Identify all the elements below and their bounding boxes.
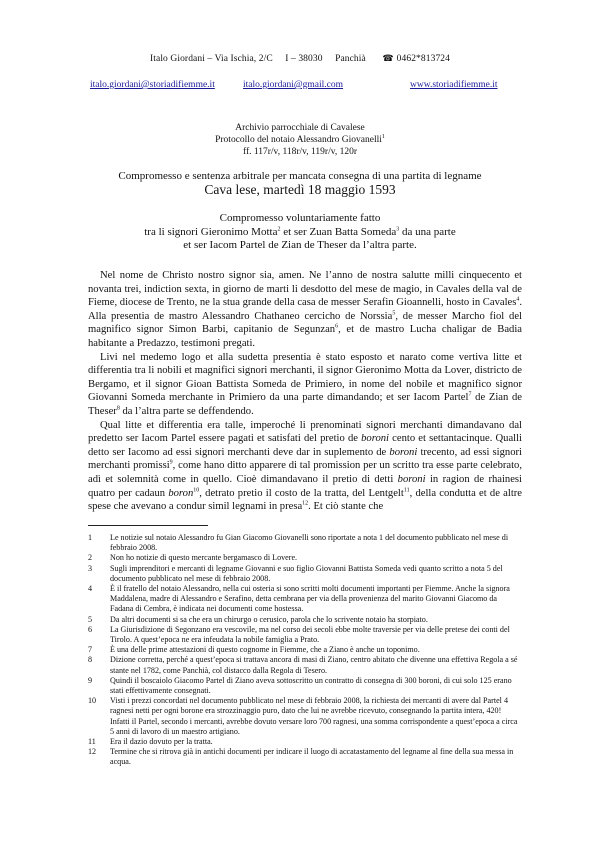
footnote-ref-5[interactable]: 5 — [392, 310, 396, 317]
footnote: 1 Le notizie sul notaio Alessandro fu Gian Giacomo Giovanelli sono riportate a nota 1 del documento pubblicato nel mese di febbraio 2008. — [88, 533, 509, 553]
author-address: Italo Giordani – Via Ischia, 2/C — [150, 54, 273, 64]
phone-number: 0462*813724 — [396, 54, 450, 64]
footnote: 12 Termine che si ritrova già in antichi documenti per indicare il luogo di accatastamento del legname al fine della sua messa in acqua. — [88, 747, 514, 767]
telephone-icon: ☎ — [382, 54, 394, 64]
archive-reference — [0, 122, 600, 158]
footnote-ref-3[interactable]: 3 — [396, 225, 400, 232]
town: Panchià — [335, 54, 366, 64]
subtitle-line-1: Compromesso voluntariamente fatto — [219, 212, 381, 224]
postal-code: I – 38030 — [285, 54, 323, 64]
footnote: 8 Dizione corretta, perché a quest’epoca si trattava ancora di masi di Ziano, centro abitato che divenne una effettiva Regola a sé stante nel 1782, come Panchià, col distacco dalla Regola di Tesero. — [88, 655, 518, 675]
footnote-ref-9[interactable]: 9 — [169, 459, 173, 466]
footnote-divider — [88, 525, 208, 526]
footnote: 7 È una delle prime attestazioni di questo cognome in Fiemme, che a Ziano è anche un toponimo. — [88, 645, 420, 655]
letterhead — [0, 54, 600, 64]
subtitle-line-3: et ser Iacom Partel de Zian de Theser da l’altra parte. — [183, 239, 417, 251]
footnote: 5 Da altri documenti si sa che era un chirurgo o cerusico, parola che lo scrivente notaio ha storpiato. — [88, 614, 428, 624]
subtitle-line-2: tra li signori Gieronimo Motta$^2$ et ser Zuan Batta Someda$^3$ da una parte — [144, 225, 456, 238]
archive-name: Archivio parrocchiale di Cavalese — [235, 123, 365, 133]
footnote-ref-1[interactable]: 1 — [381, 133, 385, 140]
footnote-ref-6[interactable]: 6 — [335, 323, 339, 330]
email-link-storiadifiemme[interactable]: italo.giordani@storiadifiemme.it — [90, 80, 215, 90]
footnote: 11 Era il dazio dovuto per la tratta. — [88, 737, 213, 747]
paragraph-1: Nel nome de Christo nostro signor sia, amen. Ne l’anno de nostra salutte milli cinquecento et novanta trei, indiction sexta, in giorno de marti li desdotto del mese de magio, in Cavales della val de Fieme, diocese de Trento, ne la stua grande della casa de messer Serafin Gioannelli, hosto in Cavales$^4$. Alla presentia de mastro Alessandro Chathaneo cercicho de Norssia$^5$, de messer Marcho fiol del magnifico signor Simon Barbi, capitanio de Segunzan$^6$, et de mastro Lucha chaligar de Badia habitante a Predazzo, testimoni pregati. — [88, 270, 522, 349]
footnote: 10 Visti i prezzi concordati nel documento pubblicato nel mese di febbraio 2008, la richiesta dei mercanti di avere dal Partel 4 ragnesi netti per ogni borone era strozzinaggio puro, dato che lui ne avrebbe ricevuto, consegnando la partita intera, 420! Infatti il Partel, secondo i mercanti, avrebbe dovuto versare loro 700 ragnesi, una somma corrispondente a quest’epoca a circa 5 anni di lavoro di un maestro artigiano. — [88, 696, 518, 736]
footnote-ref-4[interactable]: 4 — [516, 296, 520, 303]
footnote: 9 Quindi il boscaiolo Giacomo Partel di Ziano aveva sottoscritto un contratto di consegna di 300 boroni, di cui solo 125 erano stati effettivamente consegnati. — [88, 675, 512, 696]
paragraph-2: Livi nel medemo logo et alla sudetta presentia è stato esposto et narato come vertiva litte et differentia tra li nobili et magnifici signori merchanti, il signor Gieronimo Motta da Lover, districto de Bergamo, et il signor Gioan Battista Someda de Primiero, in nome del nobile et magnifico signor Giovanni Someda merchante in Primiero da una parte dimandando; et ser Iacom Partel$^7$ de Zian de Theser$^8$ da l’altra parte se deffendendo. — [88, 351, 522, 417]
footnote: 3 Sugli imprenditori e mercanti di legname Giovanni e suo figlio Giovanni Battista Someda vedi quanto scritto a nota 5 del documento pubblicato nel mese di febbraio 2008. — [88, 563, 503, 583]
website-link[interactable]: www.storiadifiemme.it — [410, 80, 498, 90]
title-date: Cava lese, martedì 18 maggio 1593 — [204, 182, 396, 197]
document-title — [0, 170, 600, 196]
folio-reference: ff. 117r/v, 118r/v, 119r/v, 120r — [242, 147, 358, 157]
title-main: Compromesso e sentenza arbitrale per mancata consegna di una partita di legname — [118, 170, 482, 182]
footnote-ref-2[interactable]: 2 — [277, 225, 281, 232]
footnote-ref-12[interactable]: 12 — [302, 500, 309, 507]
body-text — [88, 269, 522, 514]
footnote-ref-8[interactable]: 8 — [116, 405, 120, 412]
footnotes — [88, 533, 522, 768]
footnote: 6 La Giurisdizione di Segonzano era vescovile, ma nel corso dei secoli ebbe molte traversie per via delle pretese dei conti del Tirolo. A quest’epoca ne era infeudata la nobile famiglia a Prato. — [88, 624, 510, 645]
footnote: 2 Non ho notizie di questo mercante bergamasco di Lovere. — [88, 553, 298, 563]
notary-protocol: Protocollo del notaio Alessandro Giovanelli$^1$ — [215, 133, 385, 145]
footnote: 4 È il fratello del notaio Alessandro, nella cui osteria si sono scritti molti documenti importanti per Fiemme. Anche la signora Maddalena, madre di Alessandro e Serafino, detta cembrana per via della provenienza del marito Giovanni Giacomo da Fadana di Cembra, è indicata nei documenti come hostessa. — [88, 584, 510, 614]
paragraph-3: Qual litte et differentia era talle, imperoché li prenominati signori merchanti dimandavano dal predetto ser Iacom Partel essere pagati et satisfati del pretio de boroni cento et settantacinque. Qualli detto ser Iacomo ad essi signori merchanti deve dar in suplemento de boroni trecento, ad essi signori merchanti promissi$^9$, come hano ditto apparere di tal promission per un scritto tra esse parte celebrato, adì et solemnità come in quello. Cioè dimandavano il pretio di detti boroni in ragion de rhainesi quatro per cadaun boron$^{10}$, detrato pretio il costo de la tratta, del Lentgelt$^{11}$, della condutta et de altre spese che avevano a condur simil legnami in presa$^{12}$. Et ciò stante che — [88, 419, 522, 513]
email-link-gmail[interactable]: italo.giordani@gmail.com — [243, 80, 344, 90]
footnote-ref-10[interactable]: 10 — [193, 486, 200, 493]
document-subtitle — [0, 212, 600, 253]
footnote-ref-11[interactable]: 11 — [403, 486, 410, 493]
footnote-ref-7[interactable]: 7 — [468, 391, 472, 398]
